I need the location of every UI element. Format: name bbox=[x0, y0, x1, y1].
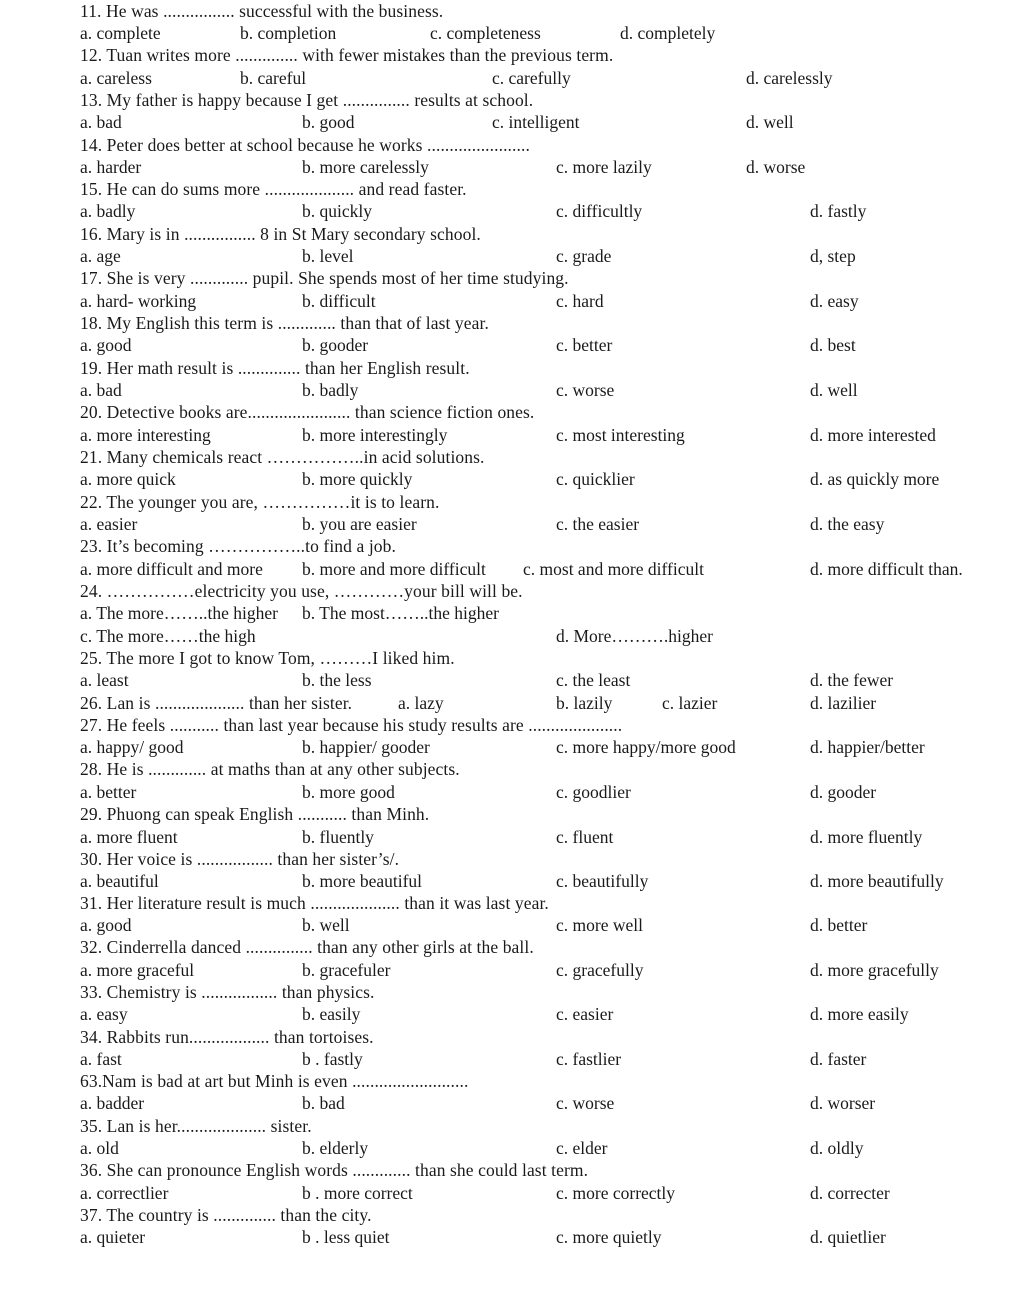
option-b: b. more quickly bbox=[302, 469, 413, 489]
option-c: c. most interesting bbox=[556, 425, 685, 445]
question-stem: 21. Many chemicals react ……………..in acid solutions. bbox=[80, 447, 485, 467]
option-row bbox=[80, 959, 1000, 981]
option-a: a. happy/ good bbox=[80, 737, 184, 757]
option-c: c. quicklier bbox=[556, 469, 635, 489]
option-d: d, step bbox=[810, 246, 856, 266]
question-stem: 31. Her literature result is much .................... than it was last year. bbox=[80, 893, 549, 913]
option-a: a. harder bbox=[80, 157, 142, 177]
question-stem: 37. The country is .............. than the city. bbox=[80, 1205, 372, 1225]
option-b: b. fluently bbox=[302, 827, 374, 847]
option-b: b. more carelessly bbox=[302, 157, 429, 177]
option-d: d. happier/better bbox=[810, 737, 925, 757]
question-stem: 18. My English this term is ............. than that of last year. bbox=[80, 313, 489, 333]
option-c: c. completeness bbox=[430, 23, 541, 43]
option-b: b. more interestingly bbox=[302, 425, 448, 445]
option-d: d. as quickly more bbox=[810, 469, 940, 489]
question-stem: 27. He feels ........... than last year because his study results are ..................... bbox=[80, 715, 623, 735]
option-a: a. quieter bbox=[80, 1227, 146, 1247]
question-stem: 36. She can pronounce English words ............. than she could last term. bbox=[80, 1160, 589, 1180]
question-stem: 13. My father is happy because I get ............... results at school. bbox=[80, 90, 534, 110]
option-b: b. difficult bbox=[302, 291, 376, 311]
option-d: d. completely bbox=[620, 23, 716, 43]
option-d: d. well bbox=[746, 112, 794, 132]
option-c: c. the easier bbox=[556, 514, 640, 534]
option-b: b. bad bbox=[302, 1093, 345, 1113]
option-c: c. worse bbox=[556, 1093, 615, 1113]
option-row bbox=[80, 22, 1000, 44]
option-b: b . less quiet bbox=[302, 1227, 390, 1247]
option-d: d. worser bbox=[810, 1093, 876, 1113]
option-d: d. better bbox=[810, 915, 868, 935]
option-a: a. fast bbox=[80, 1049, 122, 1069]
option-c: c. gracefully bbox=[556, 960, 644, 980]
option-c: c. fluent bbox=[556, 827, 614, 847]
option-row bbox=[80, 1182, 1000, 1204]
option-a: a. easy bbox=[80, 1004, 128, 1024]
question-stem: 24. ……………electricity you use, …………your bill will be. bbox=[80, 581, 523, 601]
option-c: c. better bbox=[556, 335, 613, 355]
option-c: c. fastlier bbox=[556, 1049, 622, 1069]
question-stem: 16. Mary is in ................ 8 in St Mary secondary school. bbox=[80, 224, 481, 244]
option-row bbox=[80, 870, 1000, 892]
option-a: a. correctlier bbox=[80, 1183, 169, 1203]
option-c: c. carefully bbox=[492, 68, 571, 88]
option-a: a. hard- working bbox=[80, 291, 197, 311]
option-row bbox=[80, 468, 1000, 490]
option-c: c. more happy/more good bbox=[556, 737, 736, 757]
option-c: c. easier bbox=[556, 1004, 614, 1024]
question-stem: 15. He can do sums more .................... and read faster. bbox=[80, 179, 467, 199]
option-c: c. difficultly bbox=[556, 201, 643, 221]
option-b: b. more good bbox=[302, 782, 395, 802]
option-c: c. most and more difficult bbox=[523, 559, 704, 579]
option-d: d. fastly bbox=[810, 201, 867, 221]
option-d: d. gooder bbox=[810, 782, 877, 802]
option-row bbox=[80, 156, 1000, 178]
option-row bbox=[80, 669, 1000, 691]
option-row bbox=[80, 245, 1000, 267]
question-stem: 28. He is ............. at maths than at any other subjects. bbox=[80, 759, 460, 779]
option-d: d. easy bbox=[810, 291, 859, 311]
option-d: d. worse bbox=[746, 157, 806, 177]
option-c: c. lazier bbox=[662, 693, 718, 713]
option-b: b. you are easier bbox=[302, 514, 417, 534]
option-row bbox=[80, 625, 1000, 647]
option-c: c. more lazily bbox=[556, 157, 652, 177]
option-row bbox=[80, 334, 1000, 356]
option-b: b. more beautiful bbox=[302, 871, 423, 891]
option-b: b. badly bbox=[302, 380, 359, 400]
option-b: b. easily bbox=[302, 1004, 361, 1024]
option-b: b. the less bbox=[302, 670, 372, 690]
option-row bbox=[80, 736, 1000, 758]
option-c: c. goodlier bbox=[556, 782, 631, 802]
question-stem: 34. Rabbits run.................. than tortoises. bbox=[80, 1027, 374, 1047]
option-a: a. badder bbox=[80, 1093, 145, 1113]
option-row bbox=[80, 914, 1000, 936]
question-stem: 23. It’s becoming ……………..to find a job. bbox=[80, 536, 396, 556]
option-d: d. the fewer bbox=[810, 670, 894, 690]
question-stem: 19. Her math result is .............. than her English result. bbox=[80, 358, 470, 378]
option-c: c. beautifully bbox=[556, 871, 649, 891]
question-stem: 26. Lan is .................... than her sister. bbox=[80, 693, 353, 713]
option-row bbox=[80, 1226, 1000, 1248]
option-d: d. carelessly bbox=[746, 68, 833, 88]
question-stem: 29. Phuong can speak English ........... than Minh. bbox=[80, 804, 430, 824]
option-a: a. badly bbox=[80, 201, 136, 221]
option-c: c. more correctly bbox=[556, 1183, 676, 1203]
option-c: c. hard bbox=[556, 291, 604, 311]
option-a: a. complete bbox=[80, 23, 161, 43]
question-stem: 11. He was ................ successful with the business. bbox=[80, 1, 444, 21]
option-row bbox=[80, 379, 1000, 401]
option-row bbox=[80, 602, 1000, 624]
option-b: b . fastly bbox=[302, 1049, 363, 1069]
option-row bbox=[80, 826, 1000, 848]
option-row bbox=[80, 67, 1000, 89]
option-c: c. the least bbox=[556, 670, 631, 690]
option-d: d. oldly bbox=[810, 1138, 864, 1158]
question-stem: 30. Her voice is ................. than her sister’s/. bbox=[80, 849, 400, 869]
option-d: d. correcter bbox=[810, 1183, 890, 1203]
question-stem: 35. Lan is her.................... sister. bbox=[80, 1116, 312, 1136]
option-row bbox=[80, 1003, 1000, 1025]
option-a: a. bad bbox=[80, 380, 122, 400]
option-b: b. gracefuler bbox=[302, 960, 391, 980]
question-stem: 32. Cinderrella danced ............... than any other girls at the ball. bbox=[80, 937, 534, 957]
option-a: a. easier bbox=[80, 514, 138, 534]
question-stem: 17. She is very ............. pupil. She spends most of her time studying. bbox=[80, 268, 569, 288]
option-c: c. grade bbox=[556, 246, 612, 266]
option-row bbox=[80, 1048, 1000, 1070]
option-a: a. The more……..the higher bbox=[80, 603, 278, 623]
question-stem: 12. Tuan writes more .............. with fewer mistakes than the previous term. bbox=[80, 45, 614, 65]
option-a: a. careless bbox=[80, 68, 152, 88]
option-b: b. more and more difficult bbox=[302, 559, 486, 579]
option-c: c. intelligent bbox=[492, 112, 580, 132]
option-c: c. more quietly bbox=[556, 1227, 662, 1247]
option-a: a. better bbox=[80, 782, 137, 802]
option-b: b. well bbox=[302, 915, 350, 935]
option-b: b. completion bbox=[240, 23, 337, 43]
option-d: d. faster bbox=[810, 1049, 867, 1069]
question-stem: 14. Peter does better at school because he works ....................... bbox=[80, 135, 530, 155]
option-b: b. good bbox=[302, 112, 355, 132]
option-a: a. lazy bbox=[398, 693, 444, 713]
option-a: a. more difficult and more bbox=[80, 559, 263, 579]
option-row bbox=[80, 1092, 1000, 1114]
question-stem: 33. Chemistry is ................. than physics. bbox=[80, 982, 375, 1002]
option-d: d. quietlier bbox=[810, 1227, 886, 1247]
option-c: c. more well bbox=[556, 915, 643, 935]
option-a: a. beautiful bbox=[80, 871, 159, 891]
option-row bbox=[80, 1137, 1000, 1159]
option-a: a. more quick bbox=[80, 469, 176, 489]
option-d: d. more fluently bbox=[810, 827, 923, 847]
option-a: a. old bbox=[80, 1138, 119, 1158]
option-d: d. best bbox=[810, 335, 856, 355]
option-c: c. The more……the high bbox=[80, 626, 256, 646]
question-stem: 20. Detective books are....................... than science fiction ones. bbox=[80, 402, 535, 422]
option-row bbox=[80, 424, 1000, 446]
option-d: d. more beautifully bbox=[810, 871, 944, 891]
option-c: c. elder bbox=[556, 1138, 608, 1158]
option-row bbox=[80, 558, 1000, 580]
option-d: d. more interested bbox=[810, 425, 936, 445]
option-b: b. The most……..the higher bbox=[302, 603, 500, 623]
option-a: a. least bbox=[80, 670, 129, 690]
option-b: b. gooder bbox=[302, 335, 369, 355]
question-inline-row bbox=[80, 692, 1000, 714]
option-a: a. good bbox=[80, 335, 132, 355]
option-a: a. more interesting bbox=[80, 425, 211, 445]
option-row bbox=[80, 111, 1000, 133]
option-b: b. level bbox=[302, 246, 354, 266]
option-row bbox=[80, 290, 1000, 312]
option-d: d. more difficult than. bbox=[810, 559, 963, 579]
option-a: a. bad bbox=[80, 112, 122, 132]
option-b: b. elderly bbox=[302, 1138, 369, 1158]
option-c: c. worse bbox=[556, 380, 615, 400]
option-b: b. happier/ gooder bbox=[302, 737, 430, 757]
option-a: a. more graceful bbox=[80, 960, 195, 980]
option-a: a. age bbox=[80, 246, 121, 266]
option-b: b . more correct bbox=[302, 1183, 413, 1203]
option-row bbox=[80, 513, 1000, 535]
option-b: b. lazily bbox=[556, 693, 613, 713]
option-d: d. More……….higher bbox=[556, 626, 713, 646]
option-d: d. more gracefully bbox=[810, 960, 939, 980]
option-d: d. the easy bbox=[810, 514, 885, 534]
option-a: a. good bbox=[80, 915, 132, 935]
option-d: d. more easily bbox=[810, 1004, 909, 1024]
option-d: d. well bbox=[810, 380, 858, 400]
question-stem: 22. The younger you are, ……………it is to learn. bbox=[80, 492, 440, 512]
option-b: b. careful bbox=[240, 68, 307, 88]
option-a: a. more fluent bbox=[80, 827, 178, 847]
question-stem: 25. The more I got to know Tom, ………I liked him. bbox=[80, 648, 455, 668]
option-b: b. quickly bbox=[302, 201, 372, 221]
option-row bbox=[80, 200, 1000, 222]
option-d: d. lazilier bbox=[810, 693, 877, 713]
option-row bbox=[80, 781, 1000, 803]
question-stem: 63.Nam is bad at art but Minh is even .......................... bbox=[80, 1071, 469, 1091]
